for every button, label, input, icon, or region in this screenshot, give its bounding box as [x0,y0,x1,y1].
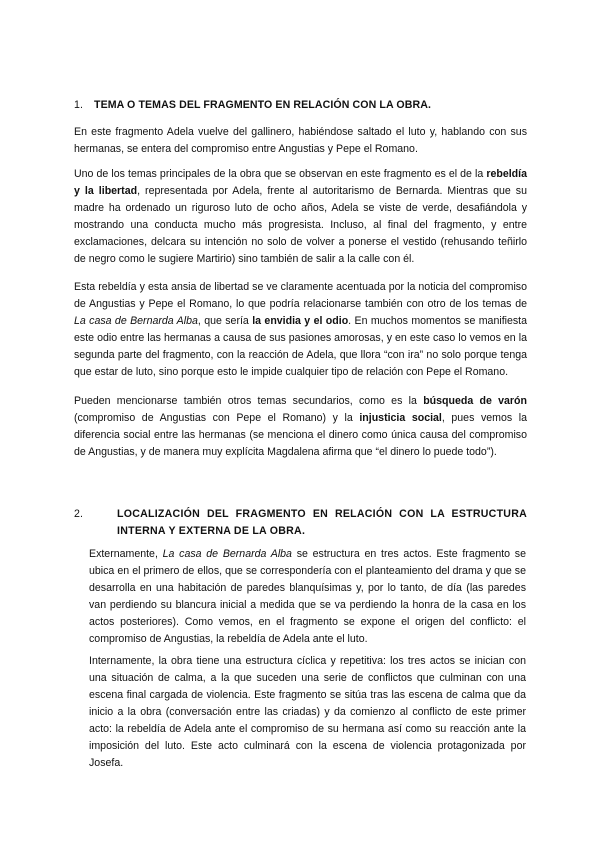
section-2-paragraph-2 [89,653,526,772]
paragraph-text: (compromiso de Angustias con Pepe el Romano) y la [74,412,360,424]
paragraph-text: Externamente, [89,548,163,560]
section-1-paragraph-2 [74,166,527,268]
paragraph-text: Uno de los temas principales de la obra que se observan en este fragmento es el de la [74,168,487,180]
paragraph-text: . En muchos momentos se manifiesta este odio entre las hermanas a causa de sus pasiones amorosas, y en este caso lo vemos en la segunda parte del fragmento, con la reacción de Adela, que llora “con ira” no solo porque tenga que estar de luto, sino porque esto le impide cualquier tipo de relación con Pepe el Romano. [74,315,528,378]
emphasis-theme-husband: búsqueda de varón [423,395,527,407]
emphasis-theme-envy: la envidia y el odio [252,315,349,327]
paragraph-text: Internamente [89,655,152,667]
emphasis-theme-injustice: injusticia social [359,412,442,424]
paragraph-text: Pueden mencionarse también otros temas secundarios, como es la [74,395,424,407]
paragraph-text: En este fragmento Adela vuelve del gallinero, habiéndose saltado el luto y, hablando con sus hermanas, se entera del compromiso entre Angustias y Pepe el Romano. [74,126,527,155]
section-2-title: LOCALIZACIÓN DEL FRAGMENTO EN RELACIÓN CON LA ESTRUCTURA INTERNA Y EXTERNA DE LA OBRA. [117,508,527,537]
paragraph-text: , pues vemos la diferencia social entre las hermanas (se menciona el dinero como única causa del compromiso de Angustias, y de manera muy explícita Magdalena afirma que “el dinero lo puede todo”). [74,412,527,458]
section-1-paragraph-1 [74,124,527,158]
work-title: La casa de Bernarda Alba [74,315,198,327]
paragraph-text: , representada por Adela, frente al autoritarismo de Bernarda. Mientras que su madre ha ordenado un riguroso luto de ocho años, Adela se viste de verde, desafiándola y mostrando una conducta mucho más progresista. Incluso, al final del fragmento, y entre exclamaciones, delcara su intención no solo de volver a ponerse el vestido (rehusando teñirlo de negro como le sugiere Martirio) sino también de salir a la calle con él. [74,185,527,265]
paragraph-text: se estructura en tres actos. Este fragmento se ubica en el primero de ellos, que se correspondería con el planteamiento del drama y que se desarrolla en una habitación de paredes blanquísimas y, por lo tanto, de día (las paredes van perdiendo su blancura inicial a medida que se va perdiendo la honra de la casa en los actos posteriores). Como vemos, en el fragmento se expone el origen del conflicto: el compromiso de Angustias, la rebeldía de Adela ante el luto. [89,548,526,645]
section-2-heading [74,506,527,540]
emphasis-theme-rebellion: rebeldía y la libertad [74,168,527,197]
section-1-title: TEMA O TEMAS DEL FRAGMENTO EN RELACIÓN CON LA OBRA. [94,99,432,111]
section-2-number: 2. [74,508,84,520]
paragraph-text: Esta rebeldía y esta ansia de libertad se ve claramente acentuada por la noticia del compromiso de Angustias y Pepe el Romano, lo que podría relacionarse también con otro de los temas de [74,281,527,310]
section-2-paragraph-1 [89,546,526,648]
paragraph-text: , que sería [197,315,253,327]
paragraph-text: , la obra tiene una estructura cíclica y repetitiva: los tres actos se inician con una situación de calma, a la que suceden una serie de conflictos que culminan con una escena final cargada de violencia. Este fragmento se sitúa tras las escena de calma que da inicio a la obra (conversación entre las criadas) y da comienzo al conflicto de este primer acto: la rebeldía de Adela ante el compromiso de su hermana así como su reacción ante la imposición del luto. Este acto culminará con la escena de violencia protagonizada por Josefa. [89,655,526,769]
work-title: La casa de Bernarda Alba [162,548,292,560]
section-1-number: 1. [74,99,84,111]
section-1-paragraph-3 [74,279,527,381]
section-1-heading [74,97,534,114]
section-1-paragraph-4 [74,393,527,461]
